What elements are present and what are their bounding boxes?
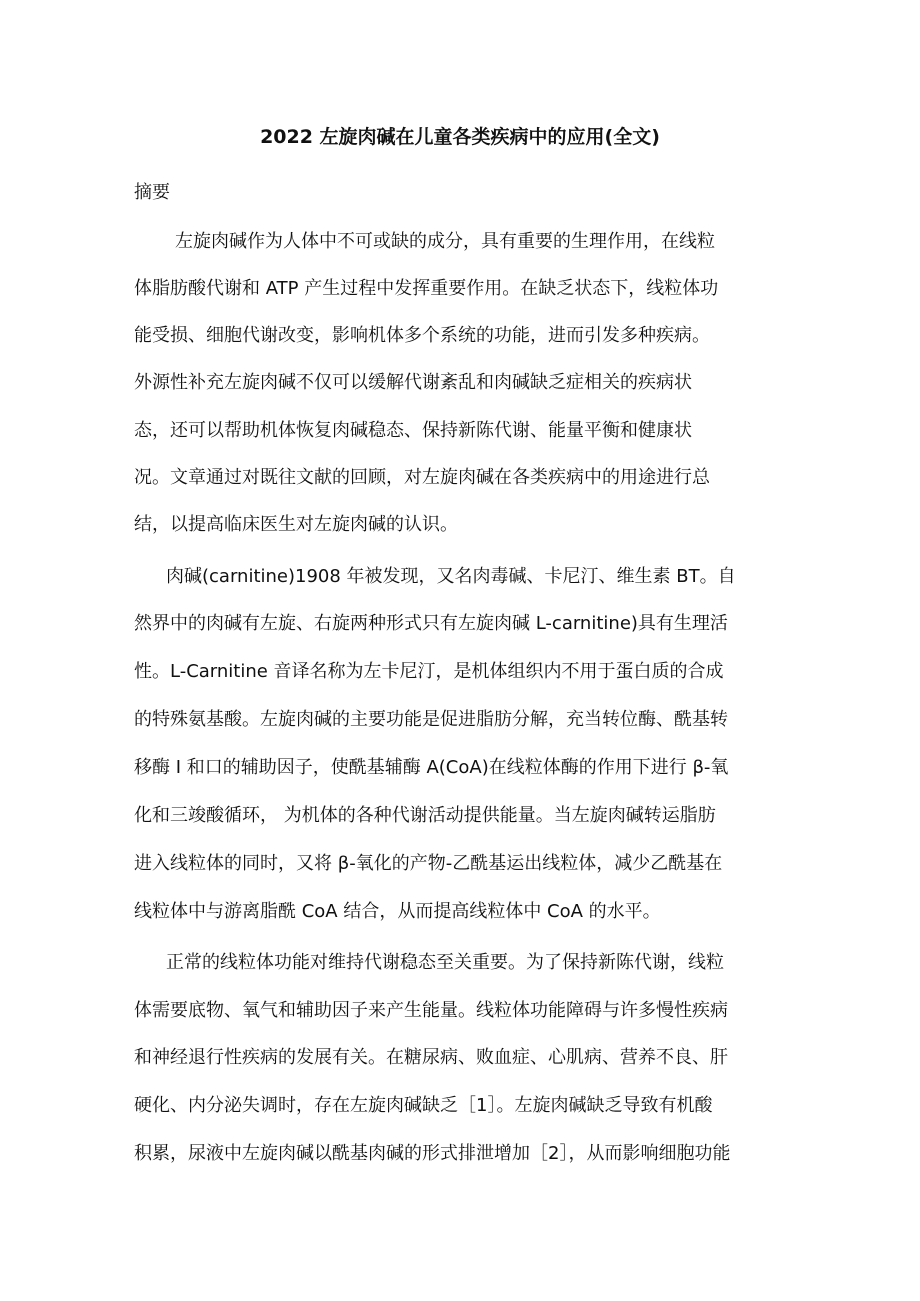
paragraph-1-line: 体脂肪酸代谢和 ATP 产生过程中发挥重要作用。在缺乏状态下，线粒体功 (134, 278, 719, 299)
paragraph-2-line: 的特殊氨基酸。左旋肉碱的主要功能是促进脂肪分解，充当转位酶、酰基转 (134, 709, 728, 730)
paragraph-3-line: 硬化、内分泌失调时，存在左旋肉碱缺乏［1］。左旋肉碱缺乏导致有机酸 (134, 1095, 713, 1116)
paragraph-1-line: 态，还可以帮助机体恢复肉碱稳态、保持新陈代谢、能量平衡和健康状 (134, 420, 692, 441)
paragraph-1-line: 左旋肉碱作为人体中不可或缺的成分，具有重要的生理作用，在线粒 (175, 231, 715, 252)
paragraph-1-line: 外源性补充左旋肉碱不仅可以缓解代谢紊乱和肉碱缺乏症相关的疾病状 (134, 372, 692, 393)
paragraph-2-line: 进入线粒体的同时，又将 β-氧化的产物-乙酰基运出线粒体，减少乙酰基在 (134, 853, 723, 874)
abstract-heading: 摘要 (134, 182, 170, 203)
paragraph-2-line: 性。L-Carnitine 音译名称为左卡尼汀，是机体组织内不用于蛋白质的合成 (134, 661, 724, 682)
paragraph-3-line: 积累，尿液中左旋肉碱以酰基肉碱的形式排泄增加［2］，从而影响细胞功能 (134, 1143, 731, 1164)
paragraph-3-line: 体需要底物、氧气和辅助因子来产生能量。线粒体功能障碍与许多慢性疾病 (134, 1000, 728, 1021)
paragraph-1-line: 况。文章通过对既往文献的回顾，对左旋肉碱在各类疾病中的用途进行总 (134, 467, 710, 488)
paragraph-3-line: 和神经退行性疾病的发展有关。在糖尿病、败血症、心肌病、营养不良、肝 (134, 1047, 728, 1068)
paragraph-2-line: 化和三竣酸循环， 为机体的各种代谢活动提供能量。当左旋肉碱转运脂肪 (134, 805, 716, 826)
paragraph-2-line: 线粒体中与游离脂酰 CoA 结合，从而提高线粒体中 CoA 的水平。 (134, 901, 661, 922)
paragraph-2-line: 然界中的肉碱有左旋、右旋两种形式只有左旋肉碱 L-carnitine)具有生理活 (134, 613, 728, 634)
paragraph-2-line: 肉碱(carnitine)1908 年被发现，又名肉毒碱、卡尼汀、维生素 BT。自 (166, 566, 736, 587)
paragraph-1-line: 结，以提高临床医生对左旋肉碱的认识。 (134, 514, 458, 535)
paragraph-2-line: 移酶 I 和口的辅助因子，使酰基辅酶 A(CoA)在线粒体酶的作用下进行 β-氧 (134, 757, 729, 778)
paragraph-1-line: 能受损、细胞代谢改变，影响机体多个系统的功能，进而引发多种疾病。 (134, 325, 710, 346)
paragraph-3-line: 正常的线粒体功能对维持代谢稳态至关重要。为了保持新陈代谢，线粒 (166, 952, 724, 973)
document-title: 2022 左旋肉碱在儿童各类疾病中的应用(全文) (260, 126, 660, 148)
